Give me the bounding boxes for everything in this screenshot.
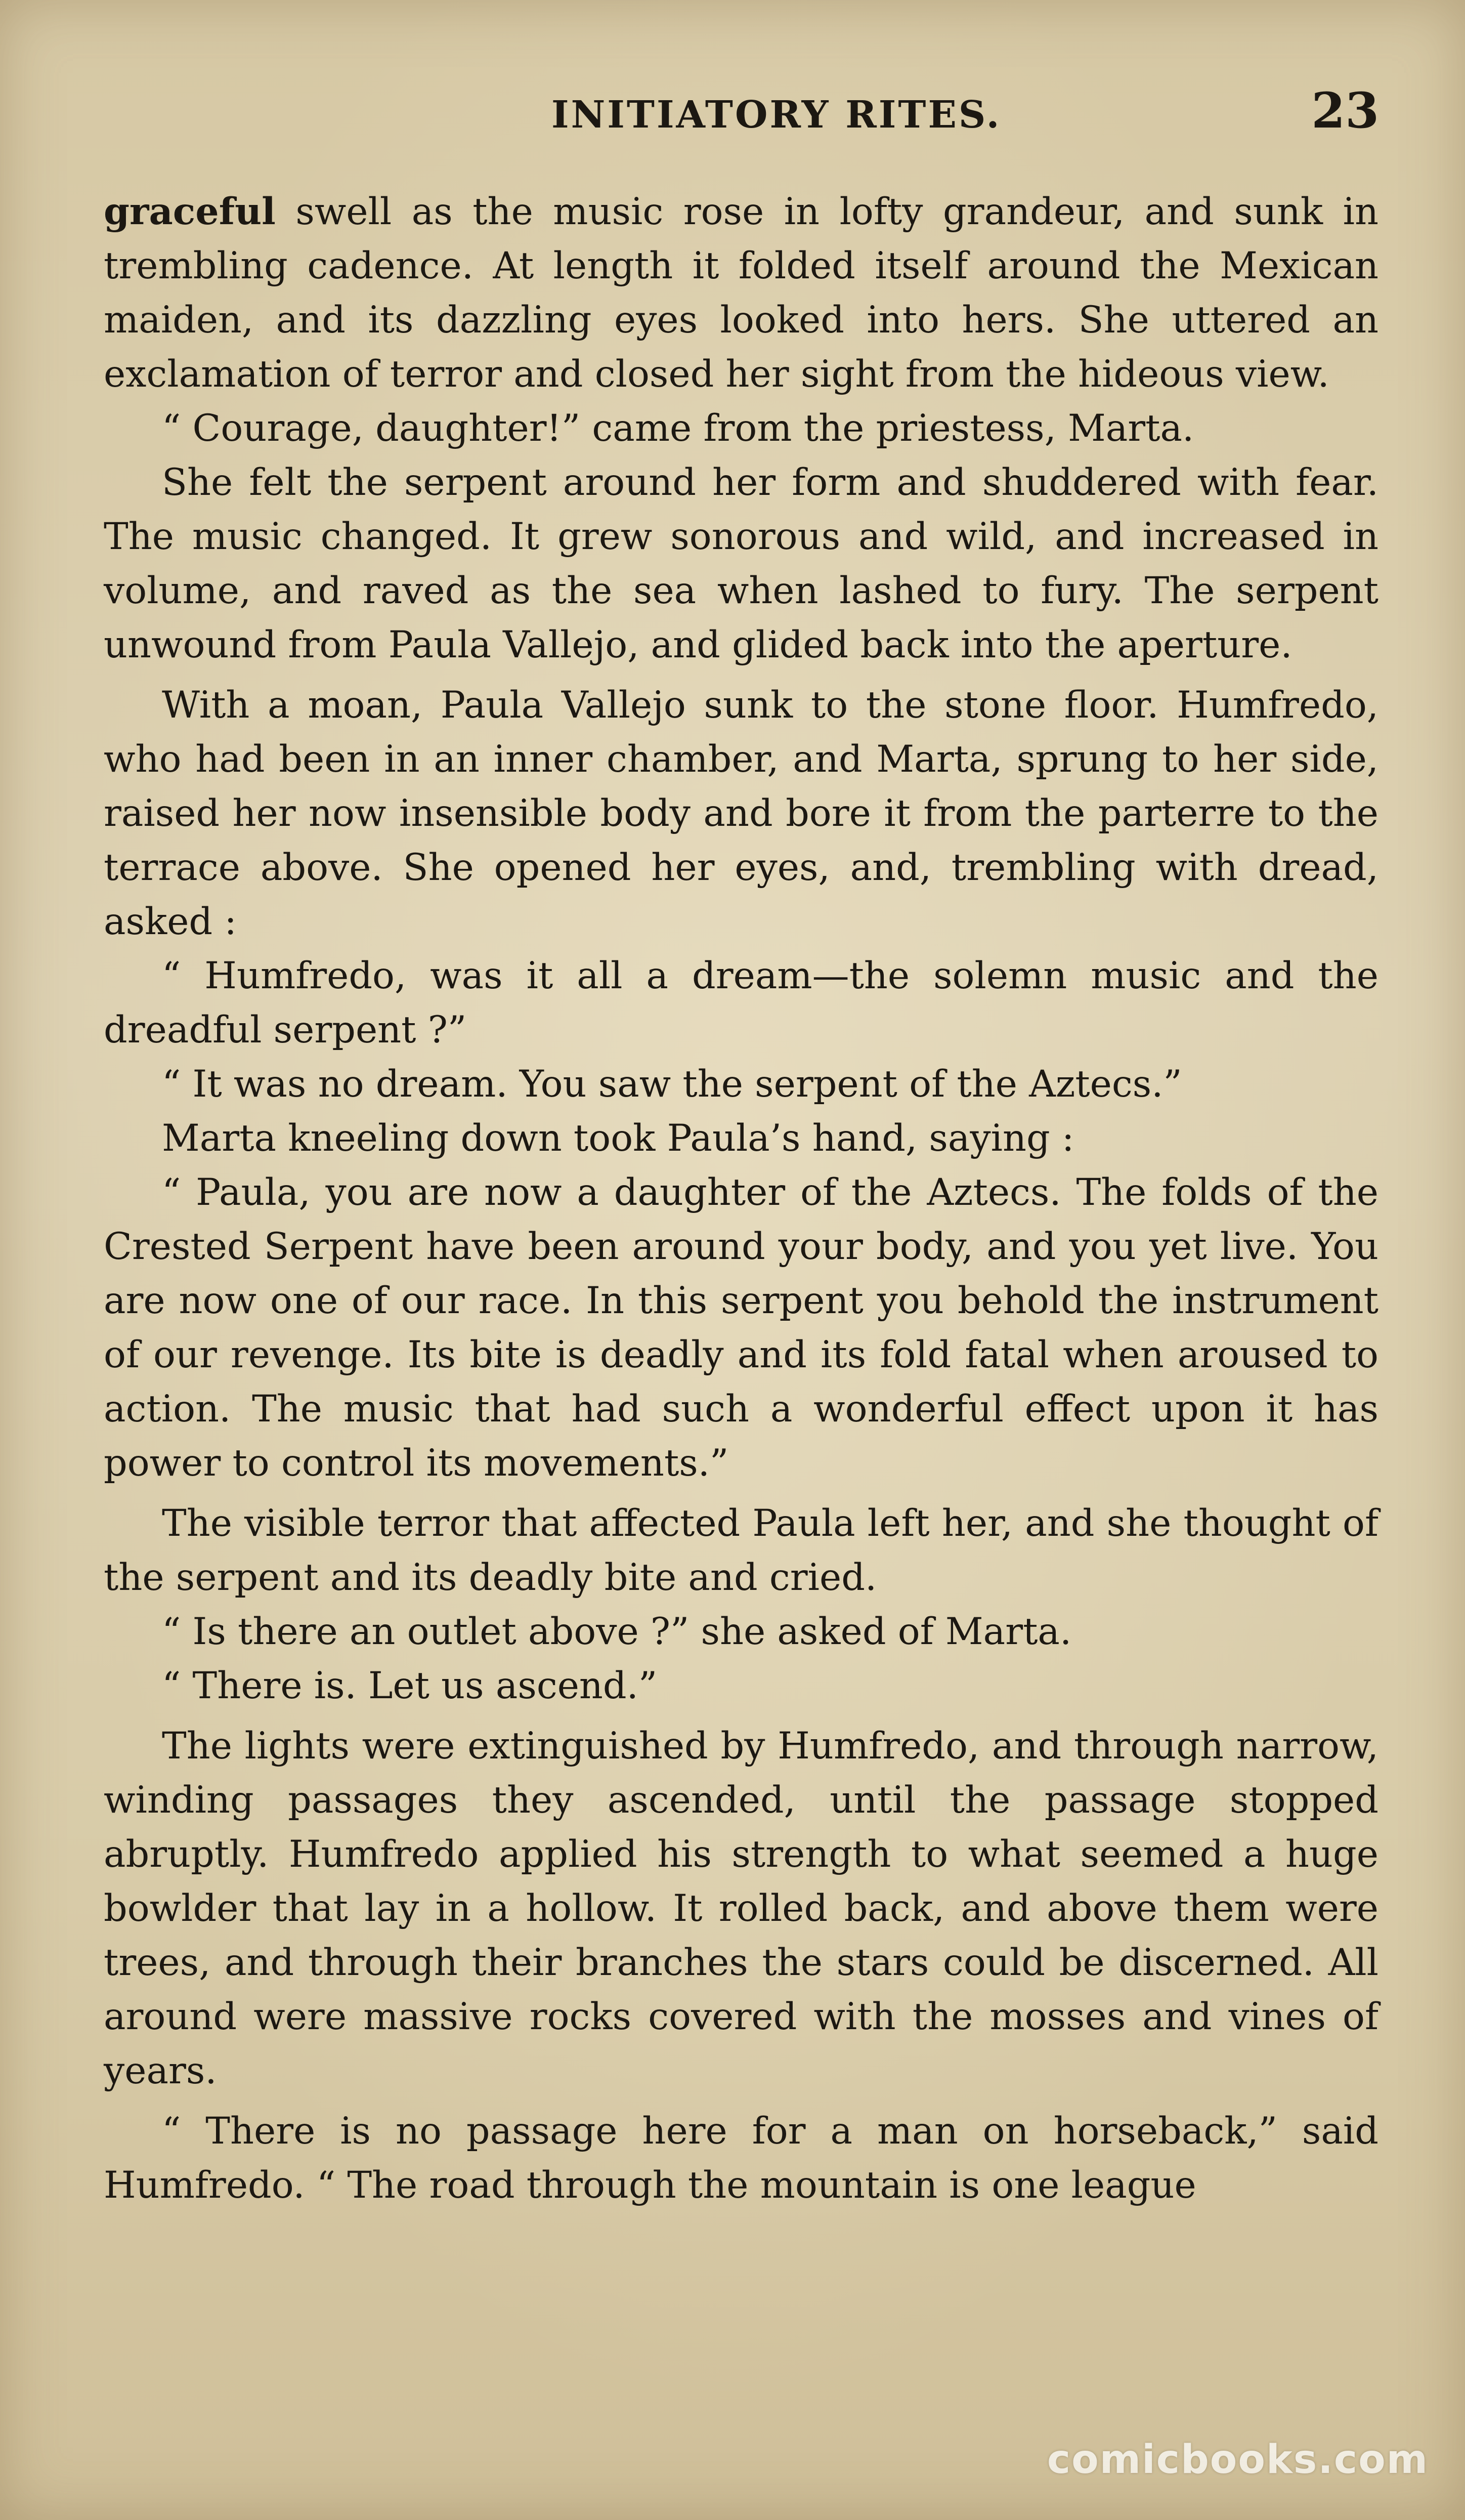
watermark: comicbooks.com	[1047, 2437, 1429, 2483]
paragraph: “ Is there an outlet above ?” she asked of Marta.	[162, 1610, 1072, 1653]
paragraph: Marta kneeling down took Paula’s hand, saying :	[162, 1117, 1074, 1160]
paragraph-text: swell as the music rose in lofty grandeur, and sunk in trembling cadence. At length it folded itself around the Mexican maiden, and its dazzling eyes looked into hers. She uttered an exclamation of terror and closed her sight from the hideous view.	[104, 190, 1378, 396]
paragraph: “ It was no dream. You saw the serpent of the Aztecs.”	[162, 1063, 1182, 1106]
paragraph: She felt the serpent around her form and shuddered with fear. The music changed. It grew sonorous and wild, and increased in volume, and raved as the sea when lashed to fury. The serpent unwound from Paula Vallejo, and glided back into the aperture.	[104, 461, 1378, 666]
paragraph-lead-word: graceful	[104, 190, 276, 233]
page-number: 23	[1311, 82, 1379, 139]
paragraph	[104, 185, 1378, 401]
paragraph: The visible terror that affected Paula left her, and she thought of the serpent and its deadly bite and cried.	[104, 1502, 1378, 1599]
body-text	[104, 185, 1378, 2212]
paragraph: “ Humfredo, was it all a dream—the solemn music and the dreadful serpent ?”	[104, 954, 1378, 1052]
paragraph: With a moan, Paula Vallejo sunk to the stone floor. Humfredo, who had been in an inner chamber, and Marta, sprung to her side, raised her now insensible body and bore it from the parterre to the terrace above. She opened her eyes, and, trembling with dread, asked :	[104, 684, 1378, 943]
paragraph: “ There is. Let us ascend.”	[162, 1664, 658, 1707]
running-head	[0, 82, 1465, 143]
running-title: INITIATORY RITES.	[551, 93, 1002, 137]
paragraph: “ Courage, daughter!” came from the priestess, Marta.	[162, 407, 1194, 450]
paragraph: “ There is no passage here for a man on horseback,” said Humfredo. “ The road through the mountain is one league	[104, 2110, 1378, 2207]
paragraph: The lights were extinguished by Humfredo, and through narrow, winding passages they ascended, until the passage stopped abruptly. Humfredo applied his strength to what seemed a huge bowlder that lay in a hollow. It rolled back, and above them were trees, and through their branches the stars could be discerned. All around were massive rocks covered with the mosses and vines of years.	[104, 1725, 1378, 2092]
paragraph: “ Paula, you are now a daughter of the Aztecs. The folds of the Crested Serpent have been around your body, and you yet live. You are now one of our race. In this serpent you behold the instrument of our revenge. Its bite is deadly and its fold fatal when aroused to action. The music that had such a wonderful effect upon it has power to control its movements.”	[104, 1171, 1378, 1485]
